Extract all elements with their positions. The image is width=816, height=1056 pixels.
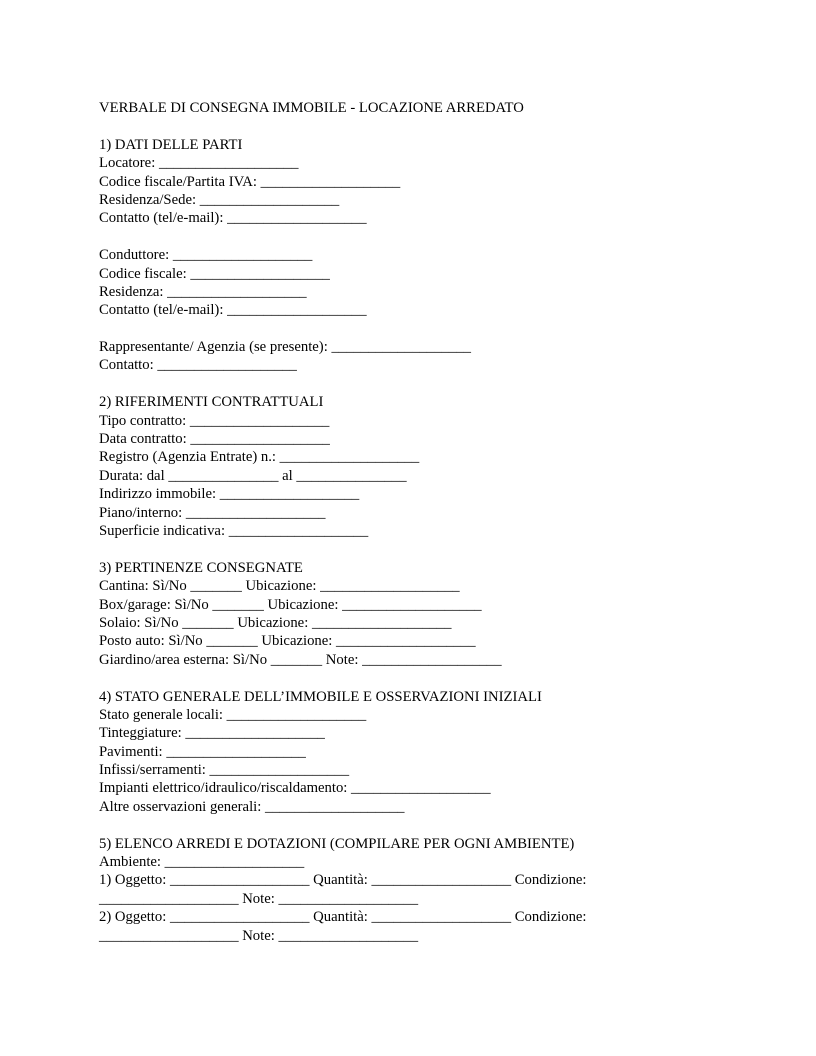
section-dati-parti	[99, 136, 739, 375]
field-posto-auto[interactable]: Posto auto: Sì/No _______ Ubicazione: ___________________	[99, 633, 476, 650]
field-residenza-sede[interactable]: Residenza/Sede: ___________________	[99, 191, 340, 208]
field-tipo-contratto[interactable]: Tipo contratto: ___________________	[99, 412, 330, 429]
field-tinteggiature[interactable]: Tinteggiature: ___________________	[99, 725, 325, 742]
field-contatto-locatore[interactable]: Contatto (tel/e-mail): ___________________	[99, 210, 367, 227]
field-durata[interactable]: Durata: dal _______________ al _______________	[99, 467, 407, 484]
field-codice-fiscale-piva[interactable]: Codice fiscale/Partita IVA: ___________________	[99, 173, 401, 190]
field-impianti[interactable]: Impianti elettrico/idraulico/riscaldamento: ___________________	[99, 780, 491, 797]
section-elenco-arredi	[99, 835, 739, 945]
section-heading: 5) ELENCO ARREDI E DOTAZIONI (COMPILARE PER OGNI AMBIENTE)	[99, 835, 575, 852]
field-box-garage[interactable]: Box/garage: Sì/No _______ Ubicazione: ___________________	[99, 596, 482, 613]
field-oggetto-2[interactable]: 2) Oggetto: ___________________ Quantità: ___________________ Condizione:	[99, 909, 587, 926]
spacer	[99, 816, 739, 834]
field-ambiente[interactable]: Ambiente: ___________________	[99, 854, 305, 871]
section-heading: 1) DATI DELLE PARTI	[99, 136, 243, 153]
field-oggetto-2-note[interactable]: ___________________ Note: ___________________	[99, 927, 419, 944]
field-codice-fiscale-conduttore[interactable]: Codice fiscale: ___________________	[99, 265, 330, 282]
field-giardino[interactable]: Giardino/area esterna: Sì/No _______ Note: ___________________	[99, 651, 502, 668]
field-cantina[interactable]: Cantina: Sì/No _______ Ubicazione: ___________________	[99, 578, 460, 595]
field-conduttore[interactable]: Conduttore: ___________________	[99, 247, 313, 264]
section-stato-generale	[99, 688, 739, 817]
field-oggetto-1[interactable]: 1) Oggetto: ___________________ Quantità: ___________________ Condizione:	[99, 872, 587, 889]
field-superficie[interactable]: Superficie indicativa: ___________________	[99, 522, 369, 539]
field-solaio[interactable]: Solaio: Sì/No _______ Ubicazione: ___________________	[99, 614, 452, 631]
field-infissi[interactable]: Infissi/serramenti: ___________________	[99, 762, 350, 779]
spacer	[99, 540, 739, 558]
spacer	[99, 320, 739, 338]
spacer	[99, 669, 739, 687]
field-oggetto-1-note[interactable]: ___________________ Note: ___________________	[99, 890, 419, 907]
section-heading: 2) RIFERIMENTI CONTRATTUALI	[99, 394, 324, 411]
field-pavimenti[interactable]: Pavimenti: ___________________	[99, 743, 306, 760]
section-heading: 4) STATO GENERALE DELL’IMMOBILE E OSSERVAZIONI INIZIALI	[99, 688, 542, 705]
spacer	[99, 117, 739, 135]
field-rappresentante-agenzia[interactable]: Rappresentante/ Agenzia (se presente): ___________________	[99, 339, 471, 356]
field-indirizzo-immobile[interactable]: Indirizzo immobile: ___________________	[99, 486, 360, 503]
document-title: VERBALE DI CONSEGNA IMMOBILE - LOCAZIONE ARREDATO	[99, 100, 524, 116]
section-riferimenti-contrattuali	[99, 393, 739, 540]
field-contatto-conduttore[interactable]: Contatto (tel/e-mail): ___________________	[99, 302, 367, 319]
field-data-contratto[interactable]: Data contratto: ___________________	[99, 431, 330, 448]
field-residenza-conduttore[interactable]: Residenza: ___________________	[99, 283, 307, 300]
field-locatore[interactable]: Locatore: ___________________	[99, 155, 299, 172]
document-page	[99, 99, 739, 945]
spacer	[99, 228, 739, 246]
field-registro[interactable]: Registro (Agenzia Entrate) n.: ___________________	[99, 449, 420, 466]
field-stato-locali[interactable]: Stato generale locali: ___________________	[99, 706, 367, 723]
section-heading: 3) PERTINENZE CONSEGNATE	[99, 559, 303, 576]
field-contatto-agenzia[interactable]: Contatto: ___________________	[99, 357, 297, 374]
spacer	[99, 375, 739, 393]
section-pertinenze	[99, 559, 739, 669]
field-altre-osservazioni[interactable]: Altre osservazioni generali: ___________________	[99, 798, 405, 815]
field-piano-interno[interactable]: Piano/interno: ___________________	[99, 504, 326, 521]
